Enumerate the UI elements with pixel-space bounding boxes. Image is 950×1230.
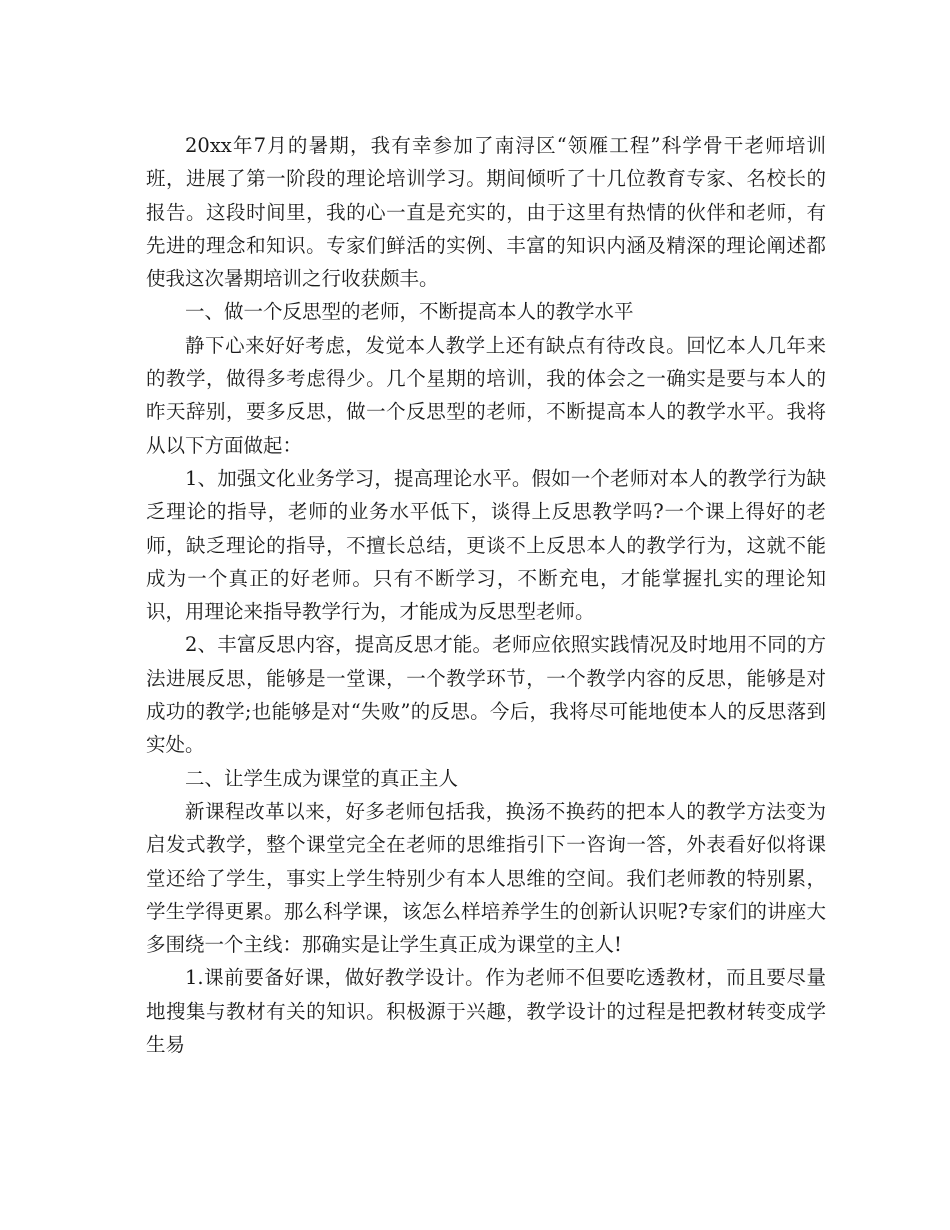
- body-paragraph: 1、加强文化业务学习，提高理论水平。假如一个老师对本人的教学行为缺乏理论的指导，老师的业务水平低下，谈得上反思教学吗?一个课上得好的老师，缺乏理论的指导，不擅长总结，更谈不上反思本人的教学行为，这就不能成为一个真正的好老师。只有不断学习，不断充电，才能掌握扎实的理论知识，用理论来指导教学行为，才能成为反思型老师。: [146, 466, 826, 624]
- body-paragraph: 新课程改革以来，好多老师包括我，换汤不换药的把本人的教学方法变为启发式教学，整个课堂完全在老师的思维指引下一咨询一答，外表看好似将课堂还给了学生，事实上学生特别少有本人思维的空间。我们老师教的特别累，学生学得更累。那么科学课，该怎么样培养学生的创新认识呢?专家们的讲座大多围绕一个主线：那确实是让学生真正成为课堂的主人!: [146, 799, 826, 957]
- body-paragraph: 1.课前要备好课，做好教学设计。作为老师不但要吃透教材，而且要尽量地搜集与教材有关的知识。积极源于兴趣，教学设计的过程是把教材转变成学生易: [146, 966, 826, 1057]
- section-heading-1: 一、做一个反思型的老师，不断提高本人的教学水平: [185, 300, 634, 324]
- section-heading-2: 二、让学生成为课堂的真正主人: [185, 766, 459, 790]
- body-paragraph: 静下心来好好考虑，发觉本人教学上还有缺点有待改良。回忆本人几年来的教学，做得多考虑得少。几个星期的培训，我的体会之一确实是要与本人的昨天辞别，要多反思，做一个反思型的老师，不断提高本人的教学水平。我将从以下方面做起：: [146, 333, 826, 457]
- document-body: [146, 129, 826, 1061]
- intro-paragraph: 20xx年7月的暑期，我有幸参加了南浔区“领雁工程”科学骨干老师培训班，进展了第一阶段的理论培训学习。期间倾听了十几位教育专家、名校长的报告。这段时间里，我的心一直是充实的，由于这里有热情的伙伴和老师，有先进的理念和知识。专家们鲜活的实例、丰富的知识内涵及精深的理论阐述都使我这次暑期培训之行收获颇丰。: [146, 134, 826, 291]
- body-paragraph: 2、丰富反思内容，提高反思才能。老师应依照实践情况及时地用不同的方法进展反思，能够是一堂课，一个教学环节，一个教学内容的反思，能够是对成功的教学;也能够是对“失败”的反思。今后，我将尽可能地使本人的反思落到实处。: [146, 633, 826, 757]
